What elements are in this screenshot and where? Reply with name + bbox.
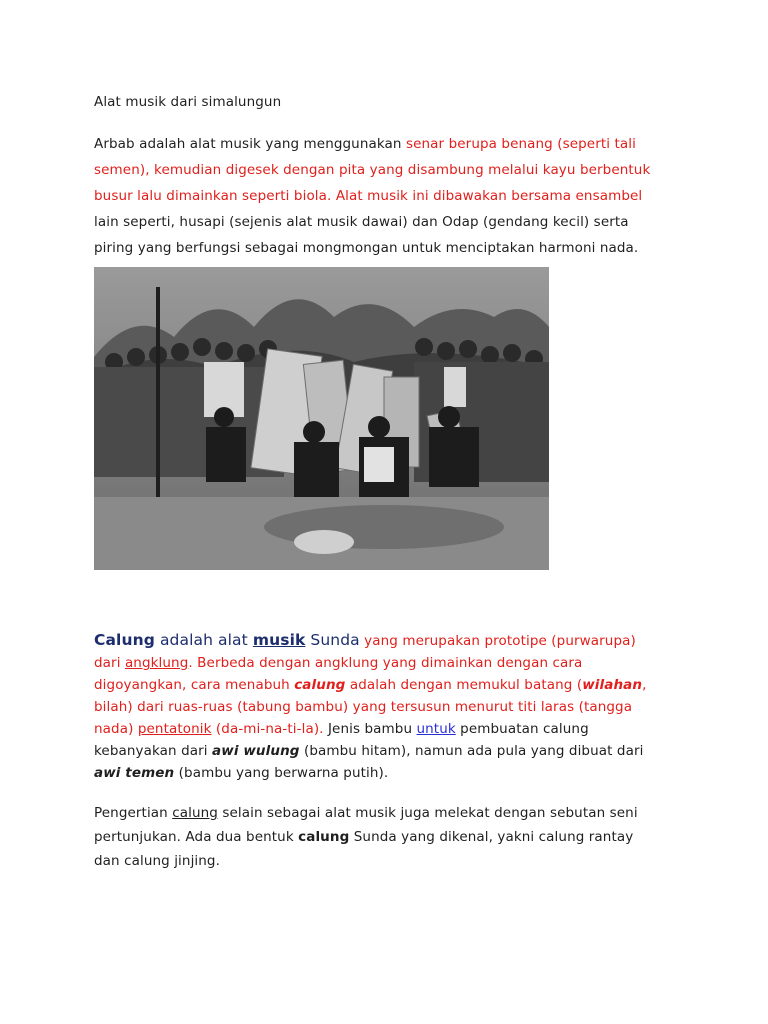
pengertian-paragraph [94,801,654,873]
musicians-photo [94,267,549,570]
untuk-link[interactable]: untuk [416,721,456,737]
pengertian-text-1: Pengertian [94,805,173,821]
calung-bold: calung [298,829,350,845]
page-title: Alat musik dari simalungun [94,94,282,110]
arbab-text-red: senar berupa benang (seperti tali semen), kemudian digesek dengan pita yang disambung melalui kayu berbentuk busur lalu dimainkan seperti biola. Alat musik ini dibawakan bersama ensambel [94,136,651,204]
calung-paragraph [94,629,654,784]
calung-heading-text: adalah alat [154,631,253,649]
photo-illustration [94,267,549,570]
pengertian-text-3: Sunda yang dikenal, yakni calung rantay dan calung jinjing. [94,829,634,869]
calung-text-4: (bambu yang berwarna putih). [174,765,389,781]
arbab-text-1: Arbab adalah alat musik yang menggunakan [94,136,406,152]
awi-temen-term: awi temen [94,765,175,781]
calung-text-1: Jenis bambu [323,721,417,737]
awi-wulung-term: awi wulung [212,743,300,759]
pentatonik-link[interactable]: pentatonik [137,721,212,737]
calung-red-1: yang merupakan prototipe (purwarupa) dari [94,633,636,671]
arbab-paragraph [94,131,654,261]
sunda-word: Sunda [305,631,360,649]
calung-red-4: , bilah) dari ruas-ruas (tabung bambu) yang tersusun menurut titi laras (tangga nada) [94,677,647,737]
calung-text-2: pembuatan calung kebanyakan dari [94,721,589,759]
calung-underlined: calung [172,805,218,821]
calung-red-5: (da-mi-na-ti-la). [211,721,324,737]
calung-red-2: . Berbeda dengan angklung yang dimainkan dengan cara digoyangkan, cara menabuh [94,655,583,693]
pengertian-text-2: selain sebagai alat musik juga melekat dengan sebutan seni pertunjukan. Ada dua bentuk [94,805,638,845]
wilahan-term: wilahan [582,677,643,693]
musik-link[interactable]: musik [252,631,306,649]
angklung-link[interactable]: angklung [124,655,189,671]
arbab-text-3: lain seperti, husapi (sejenis alat musik dawai) dan Odap (gendang kecil) serta piring yang berfungsi sebagai mongmongan untuk menciptakan harmoni nada. [94,214,639,256]
calung-heading: Calung [94,631,155,649]
calung-text-3: (bambu hitam), namun ada pula yang dibuat dari [299,743,644,759]
calung-bold-italic: calung [294,677,346,693]
calung-red-3: adalah dengan memukul batang ( [345,677,583,693]
